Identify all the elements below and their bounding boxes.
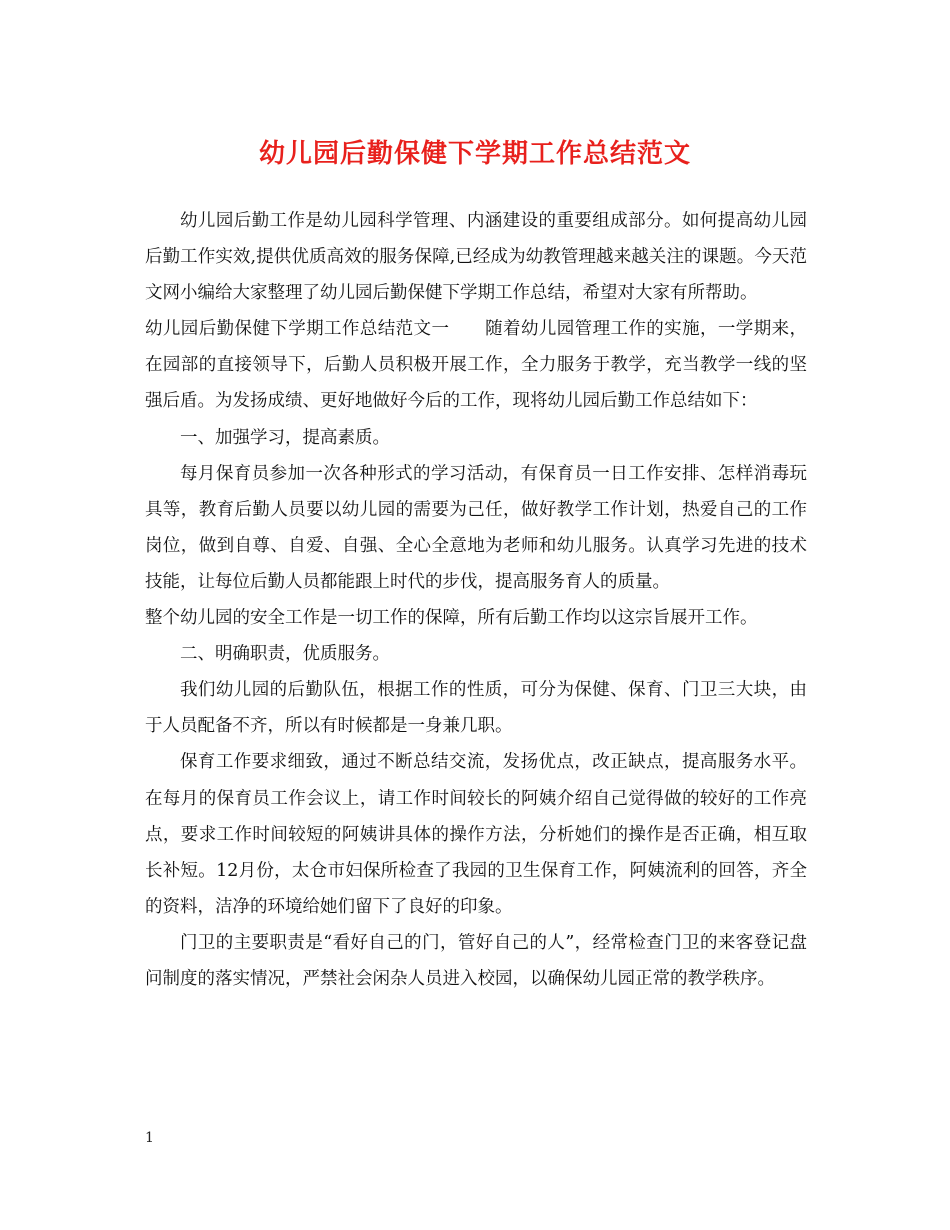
guard-paragraph: 门卫的主要职责是“看好自己的门，管好自己的人”，经常检查门卫的来客登记盘问制度的落实情况，严禁社会闲杂人员进入校园，以确保幼儿园正常的教学秩序。 bbox=[145, 932, 807, 989]
document-title: 幼儿园后勤保健下学期工作总结范文 bbox=[258, 139, 691, 169]
care-paragraph: 保育工作要求细致，通过不断总结交流，发扬优点，改正缺点，提高服务水平。在每月的保育员工作会议上，请工作时间较长的阿姨介绍自己觉得做的较好的工作亮点，要求工作时间较短的阿姨讲具体的操作方法，分析她们的操作是否正确，相互取长补短。12月份，太仓市妇保所检查了我园的卫生保育工作，阿姨流利的回答，齐全的资料，洁净的环境给她们留下了良好的印象。 bbox=[145, 752, 807, 917]
page-number: 1 bbox=[145, 1130, 154, 1146]
heading-two: 二、明确职责，优质服务。 bbox=[180, 644, 390, 665]
study-paragraph: 每月保育员参加一次各种形式的学习活动，有保育员一日工作安排、怎样消毒玩具等，教育后勤人员要以幼儿园的需要为己任，做好教学工作计划，热爱自己的工作岗位，做到自尊、自爱、自强、全心全意地为老师和幼儿服务。认真学习先进的技术技能，让每位后勤人员都能跟上时代的步伐，提高服务育人的质量。 bbox=[145, 463, 807, 592]
team-paragraph: 我们幼儿园的后勤队伍，根据工作的性质，可分为保健、保育、门卫三大块，由于人员配备不齐，所以有时候都是一身兼几职。 bbox=[145, 680, 807, 737]
heading-one: 一、加强学习，提高素质。 bbox=[180, 427, 390, 448]
safety-paragraph: 整个幼儿园的安全工作是一切工作的保障，所有后勤工作均以这宗旨展开工作。 bbox=[145, 608, 758, 629]
section-intro-paragraph: 幼儿园后勤保健下学期工作总结范文一 随着幼儿园管理工作的实施，一学期来，在园部的直接领导下，后勤人员积极开展工作，全力服务于教学，充当教学一线的坚强后盾。为发扬成绩、更好地做好今后的工作，现将幼儿园后勤工作总结如下： bbox=[145, 319, 807, 412]
document-body bbox=[145, 203, 807, 997]
intro-paragraph: 幼儿园后勤工作是幼儿园科学管理、内涵建设的重要组成部分。如何提高幼儿园后勤工作实效,提供优质高效的服务保障,已经成为幼教管理越来越关注的课题。今天范文网小编给大家整理了幼儿园后勤保健下学期工作总结，希望对大家有所帮助。 bbox=[145, 211, 807, 304]
